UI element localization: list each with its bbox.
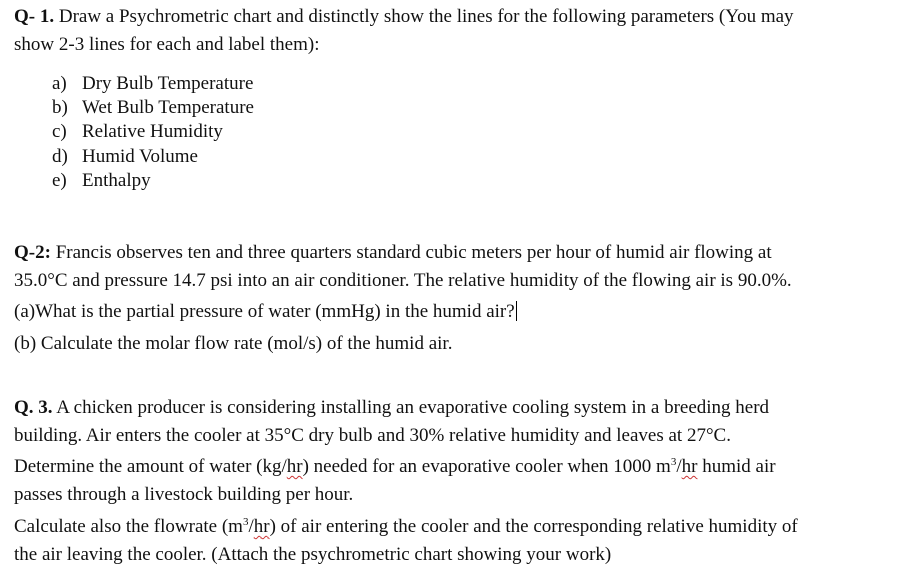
q3-text-1: A chicken producer is considering installing an evaporative cooling system in a breeding herd (52, 397, 770, 418)
spellcheck-word-hr: hr (286, 456, 303, 477)
q3-number: Q. 3. (14, 397, 53, 418)
q1-item-b-label: b) (52, 97, 68, 118)
q3-line-5 (14, 516, 798, 538)
q2-part-a-text: (a)What is the partial pressure of water (mmHg) in the humid air? (14, 301, 515, 322)
q1-item-a (52, 73, 253, 95)
q3-line-2: building. Air enters the cooler at 35°C dry bulb and 30% relative humidity and leaves at 27°C. (14, 425, 731, 446)
text-cursor-caret (516, 301, 517, 321)
q1-item-c (52, 121, 223, 143)
q3-line-3-part-b: ) needed for an evaporative cooler when 1000 m (302, 456, 671, 477)
q1-line-1 (14, 6, 794, 28)
q3-line-3 (14, 456, 776, 478)
q2-number: Q-2: (14, 242, 51, 263)
q2-part-b: (b) Calculate the molar flow rate (mol/s) of the humid air. (14, 333, 453, 354)
q1-item-e-label: e) (52, 170, 67, 191)
q3-line-5-slash: / (248, 516, 254, 537)
q1-item-d-label: d) (52, 146, 68, 167)
q3-line-6: the air leaving the cooler. (Attach the psychrometric chart showing your work) (14, 544, 612, 565)
q3-line-1 (14, 397, 769, 419)
spellcheck-word-hr: hr (681, 456, 698, 477)
q1-item-c-label: c) (52, 121, 67, 142)
q3-line-5-part-a: Calculate also the flowrate (m (14, 516, 243, 537)
q2-line-1 (14, 242, 772, 264)
superscript-3: 3 (242, 516, 249, 528)
q1-line-2: show 2-3 lines for each and label them): (14, 34, 320, 55)
q1-item-a-text: Dry Bulb Temperature (82, 73, 254, 94)
q2-line-2: 35.0°C and pressure 14.7 psi into an air conditioner. The relative humidity of the flowing air is 90.0%. (14, 270, 792, 291)
q3-line-4: passes through a livestock building per hour. (14, 484, 354, 505)
q1-item-e-text: Enthalpy (82, 170, 151, 191)
q1-item-e (52, 170, 151, 192)
q2-text-1: Francis observes ten and three quarters standard cubic meters per hour of humid air flowing at (50, 242, 772, 263)
q1-item-a-label: a) (52, 73, 67, 94)
q2-part-a (14, 301, 517, 323)
q1-text-1: Draw a Psychrometric chart and distinctly show the lines for the following parameters (You may (54, 6, 794, 27)
q3-line-5-part-c: ) of air entering the cooler and the corresponding relative humidity of (269, 516, 798, 537)
q1-item-d (52, 146, 198, 168)
spellcheck-word-hr: hr (253, 516, 270, 537)
superscript-3: 3 (670, 456, 677, 468)
q3-line-3-part-a: Determine the amount of water (kg/ (14, 456, 287, 477)
q1-item-b-text: Wet Bulb Temperature (82, 97, 254, 118)
q3-line-3-part-d: humid air (697, 456, 776, 477)
q1-number: Q- 1. (14, 6, 55, 27)
q1-item-d-text: Humid Volume (82, 146, 198, 167)
q1-item-b (52, 97, 254, 119)
q3-line-3-slash: / (676, 456, 682, 477)
q1-item-c-text: Relative Humidity (82, 121, 223, 142)
